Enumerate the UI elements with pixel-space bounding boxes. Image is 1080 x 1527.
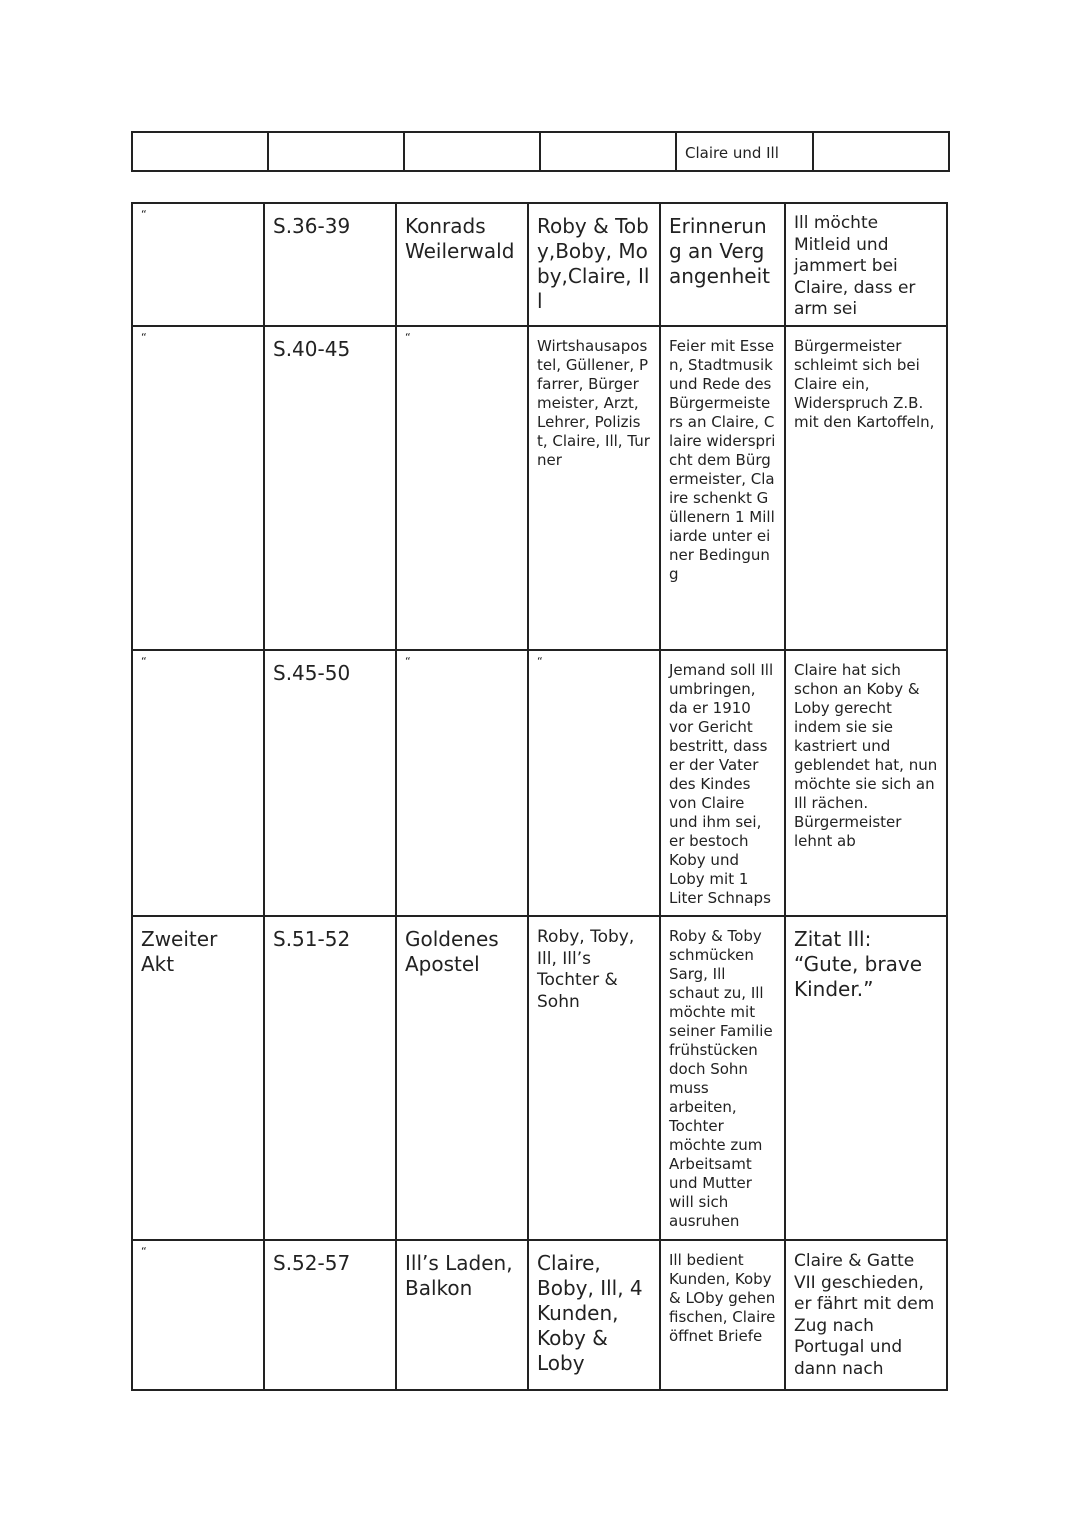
seiten-cell: S.40-45 <box>264 326 396 650</box>
header-cell <box>404 132 540 171</box>
handlung-cell: Ill bedient Kunden, Koby & LOby gehen fischen, Claire öffnet Briefe <box>660 1240 785 1390</box>
akt-cell: “ <box>132 650 264 916</box>
ort-cell: Konrads Weilerwald <box>396 203 528 326</box>
header-table <box>131 131 950 172</box>
handlung-cell: Feier mit Essen, Stadtmusik und Rede des Bürgermeisters an Claire, Claire widerspricht dem Bürgermeister, Claire schenkt Güllenern 1 Milliarde unter einer Bedingung <box>660 326 785 650</box>
bemerkung-cell: Claire & Gatte VII geschieden, er fährt mit dem Zug nach Portugal und dann nach <box>785 1240 947 1390</box>
bemerkung-cell: Claire hat sich schon an Koby & Loby gerecht indem sie sie kastriert und geblendet hat, nun möchte sie sich an Ill rächen. Bürgermeister lehnt ab <box>785 650 947 916</box>
bemerkung-cell: Zitat Ill: “Gute, brave Kinder.” <box>785 916 947 1240</box>
handlung-cell: Jemand soll Ill umbringen, da er 1910 vor Gericht bestritt, dass er der Vater des Kindes von Claire und ihm sei, er bestoch Koby und Loby mit 1 Liter Schnaps <box>660 650 785 916</box>
seiten-cell: S.45-50 <box>264 650 396 916</box>
akt-cell: “ <box>132 1240 264 1390</box>
header-cell-characters: Claire und Ill <box>676 132 813 171</box>
handlung-cell: Roby & Toby schmücken Sarg, Ill schaut zu, Ill möchte mit seiner Familie frühstücken doch Sohn muss arbeiten, Tochter möchte zum Arbeitsamt und Mutter will sich ausruhen <box>660 916 785 1240</box>
akt-cell: Zweiter Akt <box>132 916 264 1240</box>
ort-cell: “ <box>396 326 528 650</box>
table-row <box>132 326 947 650</box>
handlung-cell: Erinnerung an Vergangenheit <box>660 203 785 326</box>
header-cell <box>268 132 404 171</box>
bemerkung-cell: Ill möchte Mitleid und jammert bei Claire, dass er arm sei <box>785 203 947 326</box>
table-row <box>132 1240 947 1390</box>
ort-cell: “ <box>396 650 528 916</box>
personen-cell: Wirtshausapostel, Güllener, Pfarrer, Bürgermeister, Arzt, Lehrer, Polizist, Claire, Ill, Turner <box>528 326 660 650</box>
header-cell <box>813 132 949 171</box>
akt-cell: “ <box>132 326 264 650</box>
header-cell <box>132 132 268 171</box>
table-row <box>132 916 947 1240</box>
ort-cell: Ill’s Laden, Balkon <box>396 1240 528 1390</box>
header-row <box>132 132 949 171</box>
scene-table <box>131 202 948 1391</box>
seiten-cell: S.36-39 <box>264 203 396 326</box>
bemerkung-cell: Bürgermeister schleimt sich bei Claire ein, Widerspruch Z.B. mit den Kartoffeln, <box>785 326 947 650</box>
personen-cell: Roby, Toby, Ill, Ill’s Tochter & Sohn <box>528 916 660 1240</box>
ort-cell: Goldenes Apostel <box>396 916 528 1240</box>
table-row <box>132 203 947 326</box>
akt-cell: “ <box>132 203 264 326</box>
table-row <box>132 650 947 916</box>
seiten-cell: S.52-57 <box>264 1240 396 1390</box>
header-cell <box>540 132 676 171</box>
personen-cell: Roby & Toby,Boby, Moby,Claire, Ill <box>528 203 660 326</box>
seiten-cell: S.51-52 <box>264 916 396 1240</box>
personen-cell: Claire, Boby, Ill, 4 Kunden, Koby & Loby <box>528 1240 660 1390</box>
personen-cell: “ <box>528 650 660 916</box>
